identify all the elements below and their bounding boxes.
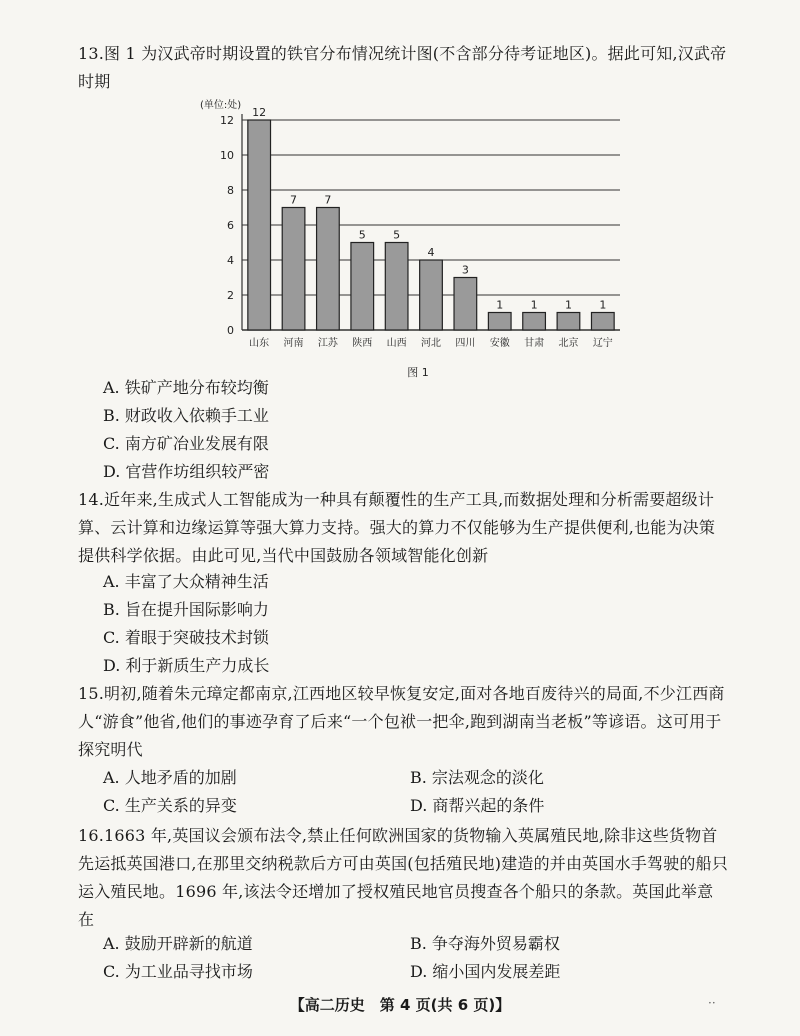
y-tick-label: 6 xyxy=(227,219,234,232)
data-label: 5 xyxy=(393,228,401,242)
question-13-stem: 13.图 1 为汉武帝时期设置的铁官分布情况统计图(不含部分待考证地区)。据此可知,汉武帝时期 xyxy=(78,44,727,91)
data-label: 1 xyxy=(564,298,572,312)
x-tick-label: 四川 xyxy=(455,338,476,349)
bar-辽宁 xyxy=(591,313,614,331)
bar-北京 xyxy=(557,313,580,331)
q13-option-b[interactable]: B. 财政收入依赖手工业 xyxy=(103,406,269,425)
x-tick-label: 北京 xyxy=(558,338,579,349)
y-tick-label: 0 xyxy=(227,324,234,337)
data-label: 4 xyxy=(427,246,435,259)
q16-option-a[interactable]: A. 鼓励开辟新的航道 xyxy=(103,934,253,953)
bar-陕西 xyxy=(351,243,374,331)
bar-安徽 xyxy=(488,313,511,331)
corner-mark: ·· xyxy=(708,996,716,1010)
y-tick-label: 8 xyxy=(227,184,234,197)
x-tick-label: 河北 xyxy=(421,338,441,349)
bar-河南 xyxy=(282,208,305,331)
q15-option-a[interactable]: A. 人地矛盾的加剧 xyxy=(103,768,237,787)
figure-1-chart xyxy=(190,94,630,384)
q14-option-a[interactable]: A. 丰富了大众精神生活 xyxy=(103,572,269,591)
data-label: 1 xyxy=(496,298,504,312)
data-label: 12 xyxy=(252,106,267,119)
q15-option-c[interactable]: C. 生产关系的异变 xyxy=(103,796,237,815)
bar-江苏 xyxy=(317,208,340,331)
question-16-stem: 16.1663 年,英国议会颁布法令,禁止任何欧洲国家的货物输入英属殖民地,除非这些货物首先运抵英国港口,在那里交纳税款后方可由英国(包括殖民地)建造的并由英国水手驾驶的船只运入殖民地。1696 年,该法令还增加了授权殖民地官员搜查各个船只的条款。英国此举意在 xyxy=(78,826,728,929)
q15-option-d[interactable]: D. 商帮兴起的条件 xyxy=(410,796,545,815)
data-label: 7 xyxy=(324,193,332,207)
bar-甘肃 xyxy=(523,313,546,331)
figure-caption: 图 1 xyxy=(407,366,429,379)
data-label: 3 xyxy=(461,263,469,277)
question-14-stem: 14.近年来,生成式人工智能成为一种具有颠覆性的生产工具,而数据处理和分析需要超级计算、云计算和边缘运算等强大算力支持。强大的算力不仅能够为生产提供便利,也能为决策提供科学依据。由此可见,当代中国鼓励各领域智能化创新 xyxy=(78,490,716,565)
y-tick-label: 2 xyxy=(227,289,234,302)
question-15-stem: 15.明初,随着朱元璋定都南京,江西地区较早恢复安定,面对各地百废待兴的局面,不少江西商人“游食”他省,他们的事迹孕育了后来“一个包袱一把伞,跑到湖南当老板”等谚语。这可用于探究明代 xyxy=(78,684,725,759)
q13-option-c[interactable]: C. 南方矿冶业发展有限 xyxy=(103,434,269,453)
x-tick-label: 山东 xyxy=(249,338,270,349)
q15-option-b[interactable]: B. 宗法观念的淡化 xyxy=(410,768,544,787)
y-unit-label: (单位:处) xyxy=(200,100,242,111)
x-tick-label: 安徽 xyxy=(489,338,510,349)
x-tick-label: 江苏 xyxy=(317,338,338,349)
q16-option-c[interactable]: C. 为工业品寻找市场 xyxy=(103,962,253,981)
q13-option-a[interactable]: A. 铁矿产地分布较均衡 xyxy=(103,378,269,397)
bar-四川 xyxy=(454,278,477,331)
x-tick-label: 辽宁 xyxy=(592,338,613,349)
q14-option-b[interactable]: B. 旨在提升国际影响力 xyxy=(103,600,269,619)
bar-山东 xyxy=(248,120,271,330)
bar-chart-svg xyxy=(190,94,630,384)
y-tick-label: 12 xyxy=(220,114,234,127)
data-label: 1 xyxy=(530,298,538,312)
q16-option-d[interactable]: D. 缩小国内发展差距 xyxy=(410,962,561,981)
y-tick-label: 10 xyxy=(220,149,234,162)
x-tick-label: 甘肃 xyxy=(524,338,545,349)
x-tick-label: 陕西 xyxy=(352,338,373,349)
q14-option-c[interactable]: C. 着眼于突破技术封锁 xyxy=(103,628,269,647)
data-label: 5 xyxy=(358,228,366,242)
q16-option-b[interactable]: B. 争夺海外贸易霸权 xyxy=(410,934,560,953)
bar-河北 xyxy=(420,260,443,330)
q14-option-d[interactable]: D. 利于新质生产力成长 xyxy=(103,656,270,675)
x-tick-label: 山西 xyxy=(386,338,407,349)
page-footer: 【高二历史 第 4 页(共 6 页)】 xyxy=(289,996,511,1014)
bar-山西 xyxy=(385,243,408,331)
data-label: 1 xyxy=(599,298,607,312)
x-tick-label: 河南 xyxy=(283,338,304,349)
q13-option-d[interactable]: D. 官营作坊组织较严密 xyxy=(103,462,270,481)
data-label: 7 xyxy=(290,193,298,207)
y-tick-label: 4 xyxy=(227,254,234,267)
